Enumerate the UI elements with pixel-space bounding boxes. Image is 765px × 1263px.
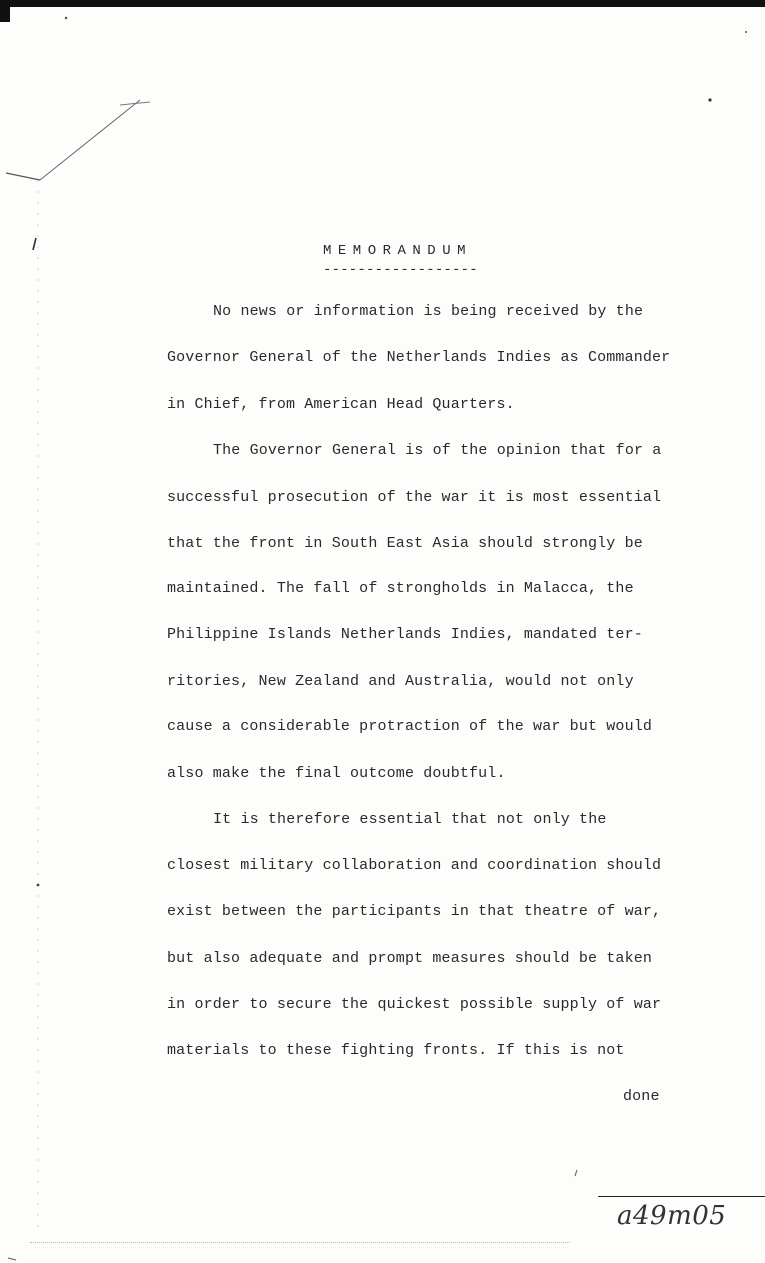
memo-title: MEMORANDUM	[323, 243, 473, 259]
body-line: closest military collaboration and coordination should	[167, 857, 662, 874]
bottom-edge-dots	[30, 1242, 570, 1243]
ink-speck	[33, 238, 36, 250]
body-line: exist between the participants in that theatre of war,	[167, 903, 662, 920]
body-line: but also adequate and prompt measures should be taken	[167, 950, 653, 967]
body-line: that the front in South East Asia should strongly be	[167, 535, 643, 552]
title-underline: ------------------	[323, 262, 478, 278]
ink-speck	[8, 1258, 16, 1260]
catchword: done	[623, 1088, 660, 1105]
body-line: It is therefore essential that not only the	[213, 811, 607, 828]
ink-speck	[575, 1170, 577, 1176]
diagonal-pencil-mark	[40, 100, 140, 180]
body-line: maintained. The fall of strongholds in Malacca, the	[167, 580, 634, 597]
body-line: No news or information is being received by the	[213, 303, 644, 320]
body-line: materials to these fighting fronts. If this is not	[167, 1042, 625, 1059]
archive-id-handwritten: a49m05	[617, 1201, 727, 1231]
body-line: in order to secure the quickest possible supply of war	[167, 996, 662, 1013]
ink-speck	[37, 884, 40, 887]
ink-speck	[708, 98, 711, 101]
body-line: in Chief, from American Head Quarters.	[167, 396, 515, 413]
archive-rule	[598, 1196, 765, 1197]
body-line: Governor General of the Netherlands Indies as Commander	[167, 349, 671, 366]
ink-speck	[745, 31, 747, 33]
body-line: The Governor General is of the opinion that for a	[213, 442, 662, 459]
body-line: also make the final outcome doubtful.	[167, 765, 506, 782]
fold-line-mark	[6, 173, 40, 180]
body-line: Philippine Islands Netherlands Indies, mandated ter-	[167, 626, 643, 643]
ink-speck	[65, 17, 67, 19]
body-line: successful prosecution of the war it is most essential	[167, 489, 662, 506]
body-line: ritories, New Zealand and Australia, would not only	[167, 673, 634, 690]
body-line: cause a considerable protraction of the war but would	[167, 718, 653, 735]
